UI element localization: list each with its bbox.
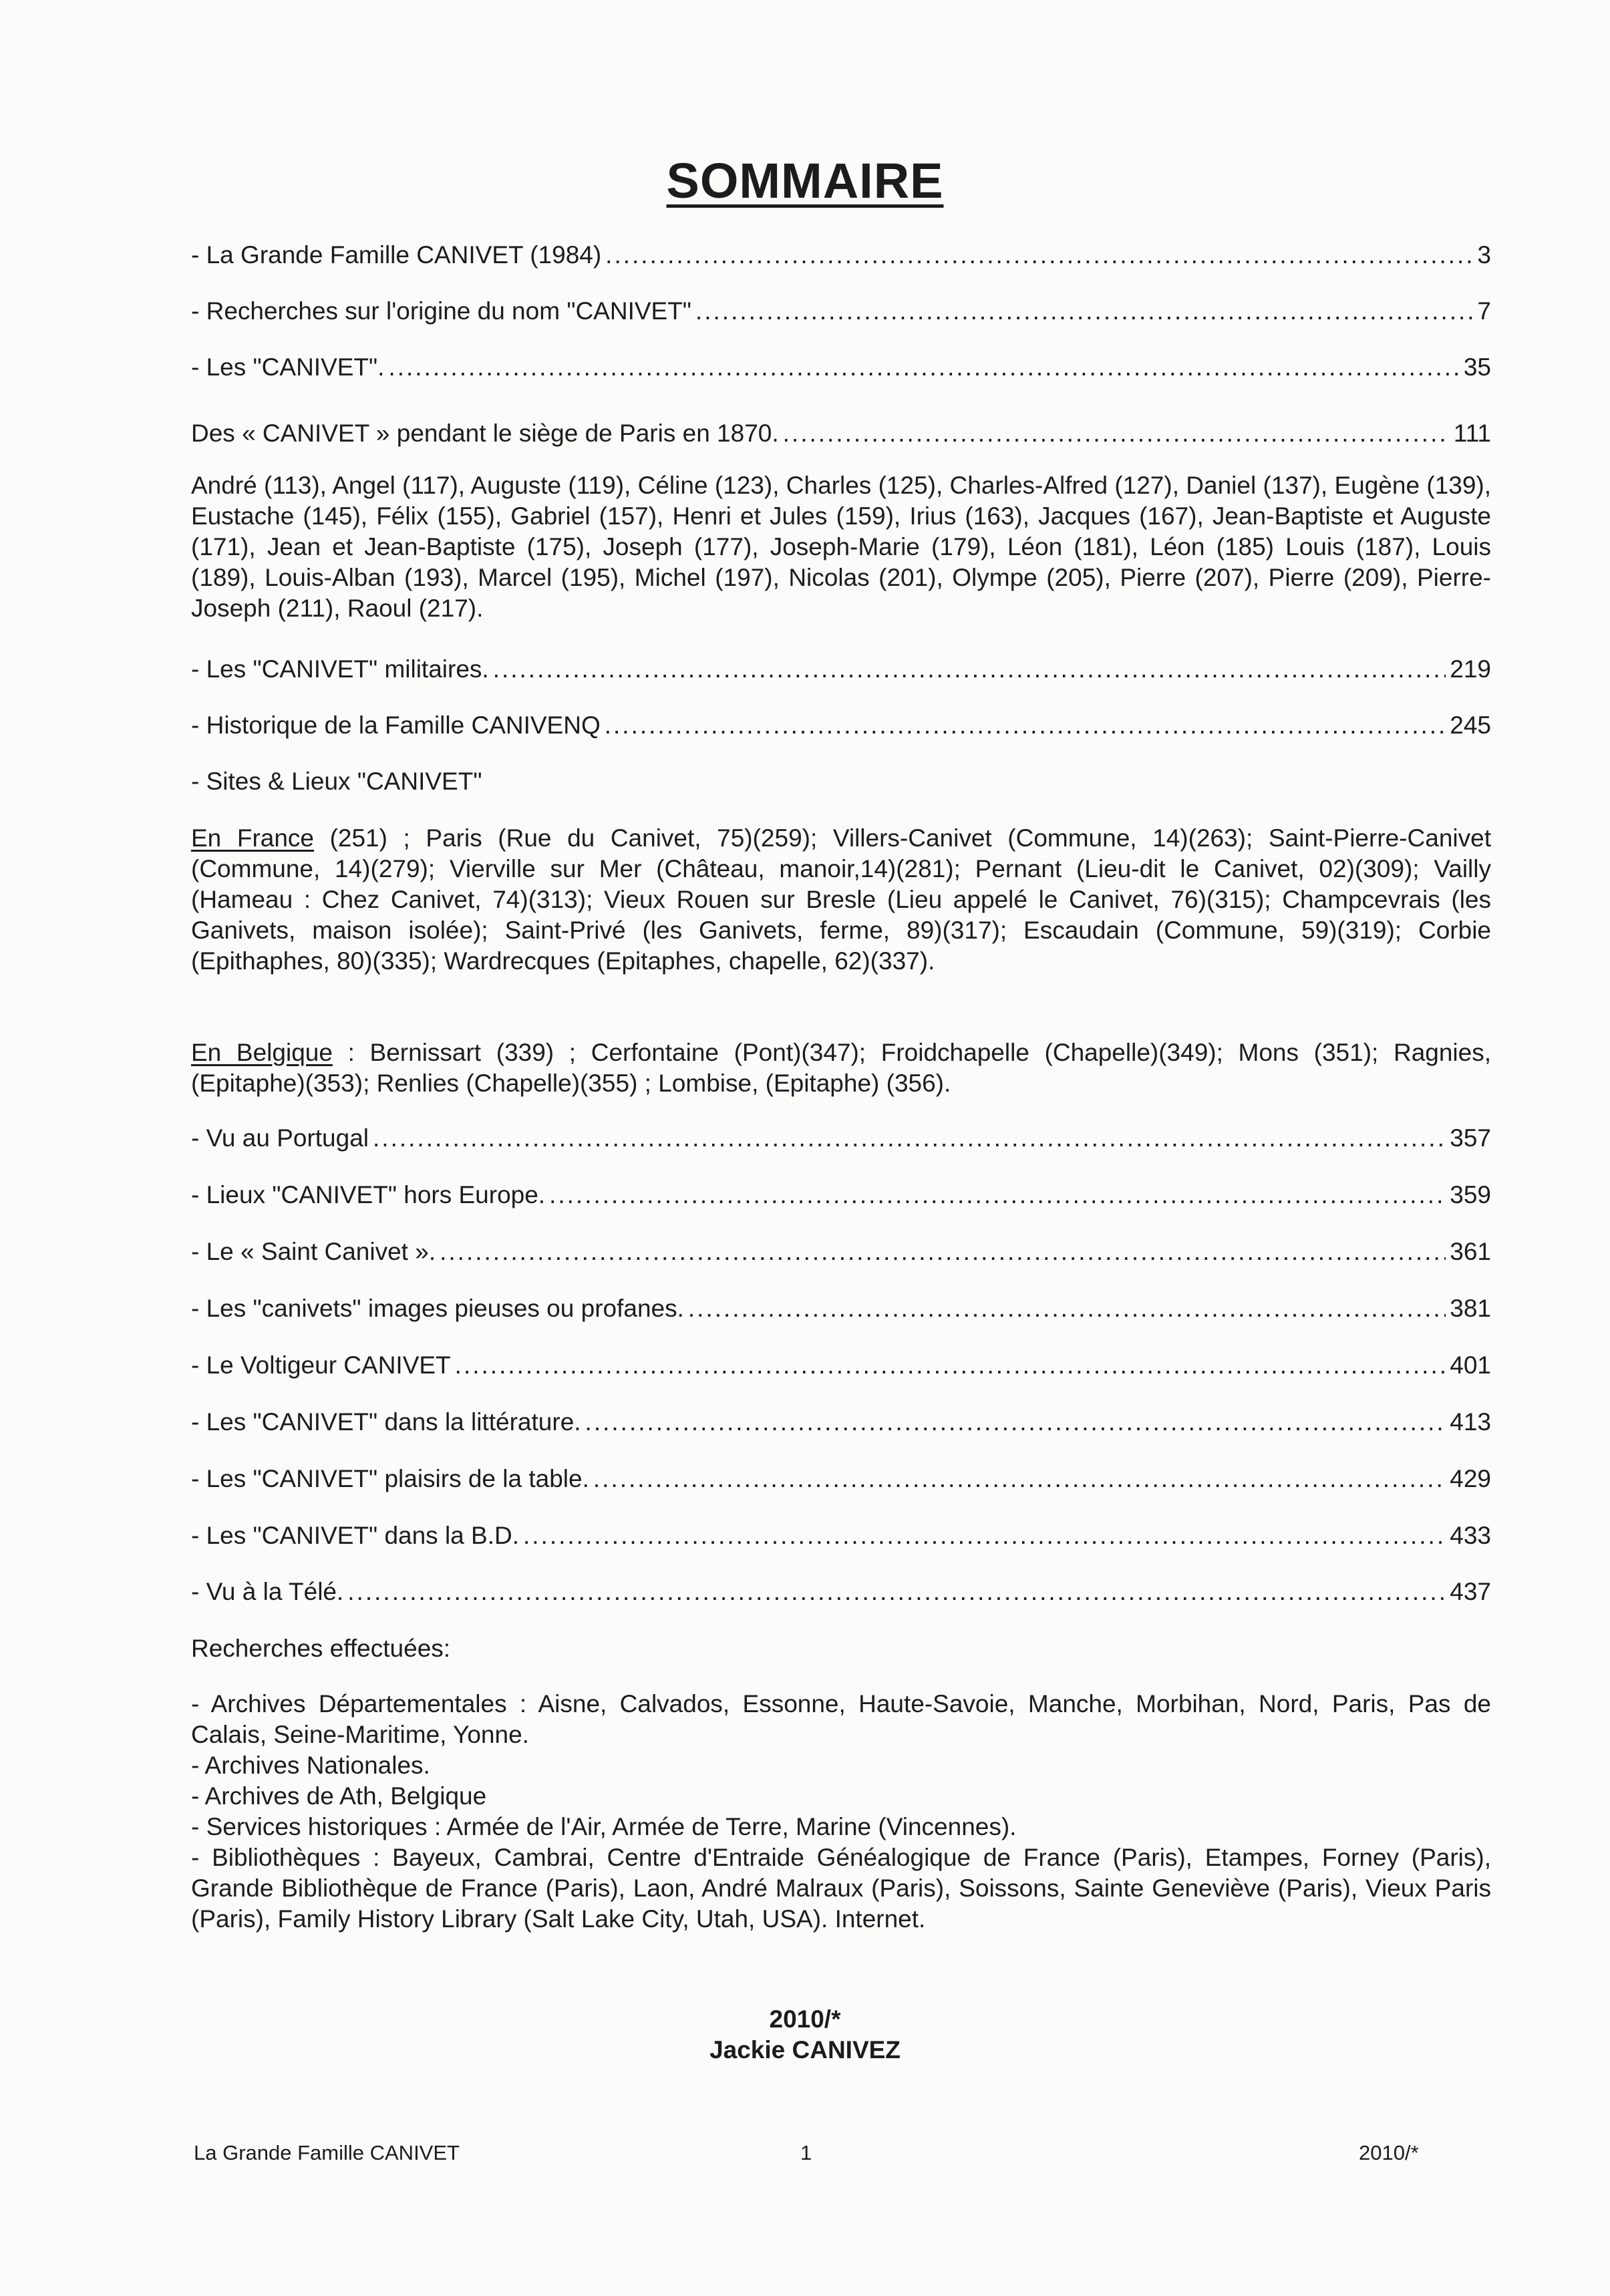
toc-leader-dots (440, 1237, 1446, 1267)
names-paragraph: André (113), Angel (117), Auguste (119), Céline (123), Charles (125), Charles-Alfred (127), Daniel (137), Eugène (139), Eustache (145), Félix (155), Gabriel (157), Henri et Jules (159), Irius (163), Jacques (167), Jean-Baptiste et Auguste (171), Jean et Jean-Baptiste (175), Joseph (177), Joseph-Marie (179), Léon (181), Léon (185) Louis (187), Louis (189), Louis-Alban (193), Marcel (195), Michel (197), Nicolas (201), Olympe (205), Pierre (207), Pierre (209), Pierre-Joseph (211), Raoul (217). (191, 472, 1491, 622)
toc-leader-dots (783, 419, 1450, 448)
sites-heading: - Sites & Lieux "CANIVET" (191, 768, 482, 795)
signature-date: 2010/* (769, 2005, 841, 2033)
research-heading: Recherches effectuées: (191, 1635, 451, 1662)
france-paragraph (191, 823, 1491, 977)
belgique-paragraph (191, 1037, 1491, 1099)
toc-entry-label: Des « CANIVET » pendant le siège de Paris en 1870. (191, 420, 779, 447)
toc-leader-dots (695, 297, 1473, 326)
research-item: - Archives Nationales. (191, 1752, 430, 1779)
toc-entry (191, 655, 1491, 684)
toc-entry-label: - Vu au Portugal (191, 1124, 369, 1152)
france-text: (251) ; Paris (Rue du Canivet, 75)(259); Villers-Canivet (Commune, 14)(263); Saint-Pierre-Canivet (Commune, 14)(279); Vierville sur Mer (Château, manoir,14)(281); Pernant (Lieu-dit le Canivet, 02)(309); Vailly (Hameau : Chez Canivet, 74)(313); Vieux Rouen sur Bresle (Lieu appelé le Canivet, 76)(315); Champcevrais (les Ganivets, maison isolée); Saint-Privé (les Ganivets, ferme, 89)(317); Escaudain (Commune, 59)(319); Corbie (Epithaphes, 80)(335); Wardrecques (Epitaphes, chapelle, 62)(337). (191, 824, 1491, 975)
toc-leader-dots (605, 711, 1446, 740)
toc-entry-page: 357 (1450, 1124, 1491, 1152)
toc-entry-page: 111 (1453, 420, 1491, 447)
toc-entry (191, 353, 1491, 382)
toc-entry-page: 433 (1450, 1522, 1491, 1549)
toc-entry (191, 240, 1491, 270)
toc-entry (191, 1351, 1491, 1380)
toc-leader-dots (593, 1464, 1446, 1494)
toc-entry-page: 3 (1477, 241, 1491, 269)
toc-entry-page: 361 (1450, 1238, 1491, 1265)
research-item: - Archives Départementales : Aisne, Calvados, Essonne, Haute-Savoie, Manche, Morbihan, Nord, Paris, Pas de Calais, Seine-Maritime, Yonne. (191, 1690, 1491, 1748)
footer-left: La Grande Famille CANIVET (194, 2141, 460, 2164)
france-label: En France (191, 824, 314, 852)
toc-leader-dots (549, 1180, 1446, 1210)
toc-entry (191, 297, 1491, 326)
toc-entry-page: 381 (1450, 1295, 1491, 1322)
toc-entry-label: - Les "CANIVET". (191, 353, 385, 381)
research-list (191, 1689, 1491, 1935)
research-item: - Services historiques : Armée de l'Air, Armée de Terre, Marine (Vincennes). (191, 1813, 1017, 1840)
belgique-label: En Belgique (191, 1039, 333, 1066)
toc-entry-page: 7 (1477, 297, 1491, 325)
belgique-text: : Bernissart (339) ; Cerfontaine (Pont)(347); Froidchapelle (Chapelle)(349); Mons (351); Ragnies, (Epitaphe)(353); Renlies (Chapelle)(355) ; Lombise, (Epitaphe) (356). (191, 1039, 1492, 1097)
toc-entry (191, 1408, 1491, 1437)
toc-entry-page: 245 (1450, 711, 1491, 739)
toc-entry-page: 437 (1450, 1578, 1491, 1605)
toc-entry (191, 1237, 1491, 1267)
toc-entry-label: - Les "CANIVET" militaires. (191, 655, 489, 683)
toc-entry-label: - Les "CANIVET" plaisirs de la table. (191, 1465, 589, 1492)
toc-entry-label: - Historique de la Famille CANIVENQ (191, 711, 601, 739)
toc-entry-label: - Recherches sur l'origine du nom "CANIVET" (191, 297, 691, 325)
research-item: - Bibliothèques : Bayeux, Cambrai, Centre d'Entraide Généalogique de France (Paris), Etampes, Forney (Paris), Grande Bibliothèque de France (Paris), Laon, André Malraux (Paris), Soissons, Sainte Geneviève (Paris), Vieux Paris (Paris), Family History Library (Salt Lake City, Utah, USA). Internet. (191, 1844, 1491, 1933)
toc-leader-dots (605, 240, 1473, 270)
toc-entry (191, 1464, 1491, 1494)
research-item: - Archives de Ath, Belgique (191, 1782, 487, 1810)
toc-entry-page: 359 (1450, 1181, 1491, 1208)
toc-entry (191, 419, 1491, 448)
footer-page-number: 1 (800, 2141, 812, 2164)
toc-leader-dots (455, 1351, 1446, 1380)
toc-leader-dots (373, 1124, 1446, 1153)
toc-leader-dots (585, 1408, 1446, 1437)
toc-entry-page: 429 (1450, 1465, 1491, 1492)
toc-leader-dots (688, 1294, 1446, 1323)
toc-entry-page: 35 (1463, 353, 1491, 381)
toc-leader-dots (523, 1521, 1446, 1550)
toc-entry-page: 413 (1450, 1408, 1491, 1436)
toc-entry-label: - Les "CANIVET" dans la littérature. (191, 1408, 581, 1436)
toc-entry-label: - Les "canivets" images pieuses ou profanes. (191, 1295, 684, 1322)
toc-entry-label: - La Grande Famille CANIVET (1984) (191, 241, 602, 269)
page-title: SOMMAIRE (666, 153, 944, 208)
toc-entry (191, 1180, 1491, 1210)
toc-entry (191, 711, 1491, 740)
toc-leader-dots (347, 1577, 1446, 1607)
footer-right: 2010/* (1359, 2141, 1419, 2164)
toc-entry (191, 1124, 1491, 1153)
toc-entry-label: - Vu à la Télé. (191, 1578, 344, 1605)
toc-leader-dots (388, 353, 1459, 382)
toc-entry-label: - Les "CANIVET" dans la B.D. (191, 1522, 519, 1549)
toc-entry (191, 1521, 1491, 1550)
signature-author: Jackie CANIVEZ (709, 2036, 901, 2064)
toc-entry (191, 1294, 1491, 1323)
toc-entry-page: 401 (1450, 1351, 1491, 1379)
toc-entry-label: - Le Voltigeur CANIVET (191, 1351, 451, 1379)
toc-leader-dots (493, 655, 1446, 684)
toc-entry (191, 1577, 1491, 1607)
toc-entry-page: 219 (1450, 655, 1491, 683)
toc-entry-label: - Lieux "CANIVET" hors Europe. (191, 1181, 546, 1208)
toc-entry-label: - Le « Saint Canivet ». (191, 1238, 436, 1265)
